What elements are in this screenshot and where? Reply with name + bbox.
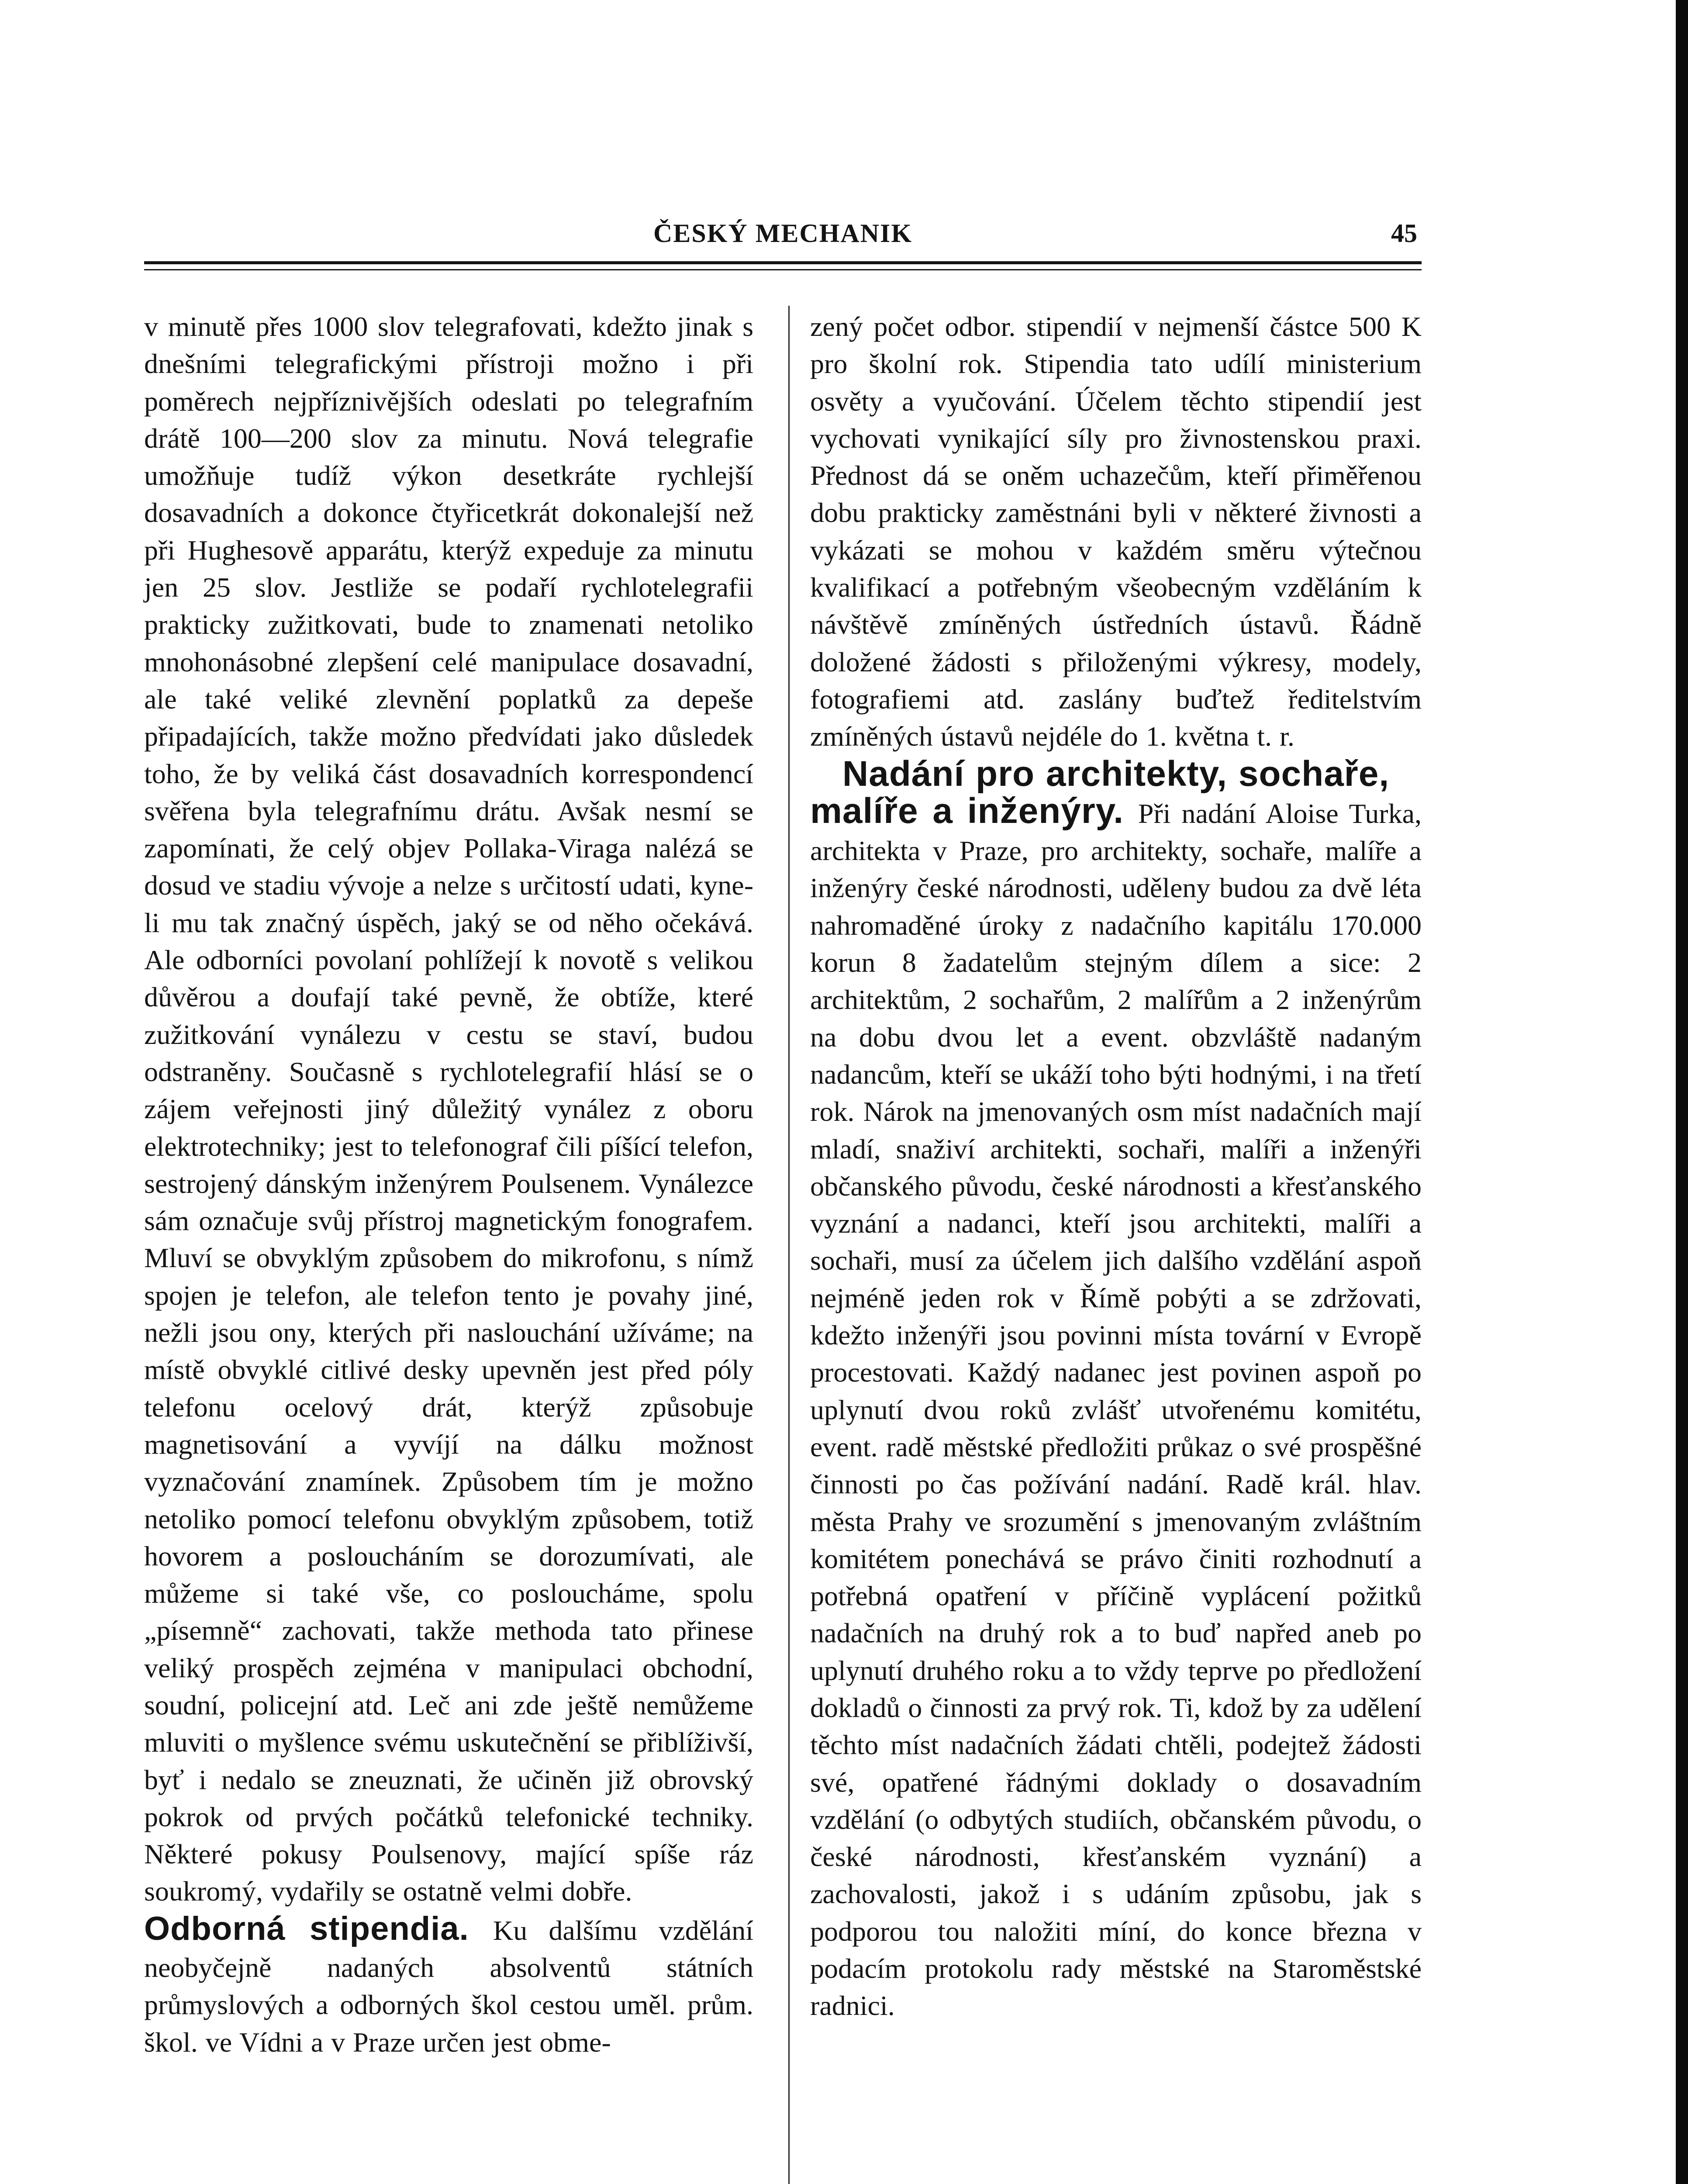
- left-column: [144, 308, 753, 2061]
- header-rule-thin: [144, 269, 1422, 270]
- running-header: [144, 218, 1422, 262]
- scan-edge: [1676, 0, 1688, 2184]
- stipendia-paragraph: [144, 1910, 753, 2061]
- journal-title: ČESKÝ MECHANIK: [653, 219, 913, 248]
- section-heading-nadani-line1: Nadání pro architekty, sochaře,: [842, 753, 1390, 794]
- nadani-text: Při nadání Aloise Turka, architekta v Praze, pro architekty, sochaře, malíře a inženýry české národnosti, uděleny budou za dvě léta nahromaděné úroky z nadačního kapitálu 170.000 korun 8 žadatelům stejným dílem a sice: 2 architektům, 2 sochařům, 2 malířům a 2 inženýrům na dobu dvou let a event. obzvláště nadaným nadancům, kteří se ukáží toho býti hodnými, i na třetí rok. Nárok na jmenovaných osm míst nadačních mají mladí, snaživí architekti, sochaři, malíři a inženýři občanského původu, české národnosti a křesťanského vyznání a nadanci, kteří jsou architekti, malíři a sochaři, musí za účelem jich dalšího vzdělání aspoň nejméně jeden rok v Římě pobýti a se zdržovati, kdežto inženýři jsou povinni místa tovární v Evropě procestovati. Každý nadanec jest povinen aspoň po uplynutí dvou roků zvlášť utvořenému komitétu, event. radě městské předložiti průkaz o své prospěšné činnosti po čas požívání nadání. Radě král. hlav. města Prahy ve srozumění s jmenovaným zvláštním komitétem ponechává se právo činiti rozhodnutí a potřebná opatření v příčině vyplácení požitků nadačních na druhý rok a to buď napřed aneb po uplynutí druhého roku a to vždy teprve po předložení dokladů o činnosti za prvý rok. Ti, kdož by za udělení těchto míst nadačních žádati chtěli, podejtež žádosti své, opatřené řádnými doklady o dosavadním vzdělání (o odbytých studiích, občanském původu, o české národnosti, křesťanském vyznání) a zachovalosti, jakož i s udáním způsobu, jak s podporou tou naložiti míní, do konce března v podacím protokolu rady městské na Staroměstské radnici.: [810, 798, 1422, 2022]
- right-column: [810, 308, 1422, 2025]
- header-rule-thick: [144, 261, 1422, 264]
- stipendia-text-start: Ku dalšímu vzdělání neobyčejně nadaných absolventů státních průmyslových a odborných škol cestou uměl. prům. škol. ve Vídni a v Praze určen jest obme-: [144, 1914, 753, 2058]
- section-heading-stipendia: Odborná stipendia.: [144, 1910, 493, 1947]
- article-body-telegraphy: v minutě přes 1000 slov telegrafovati, kdežto jinak s dnešními telegrafickými přístroji možno i při poměrech nejpříznivějších odeslati po telegrafním drátě 100—200 slov za minutu. Nová telegrafie umožňuje tudíž výkon desetkráte rychlejší dosavadních a dokonce čtyřicetkrát dokonalejší než při Hughesově apparátu, kterýž expeduje za minutu jen 25 slov. Jestliže se podaří rychlotelegrafii prakticky zužitkovati, bude to znamenati netoliko mnohonásobné zlepšení celé manipulace dosavadní, ale také veliké zlevnění poplatků za depeše připadajících, takže možno předvídati jako důsledek toho, že by veliká část dosavadních korrespondencí svěřena byla telegrafnímu drátu. Avšak nesmí se zapomínati, že celý objev Pollaka-Viraga nalézá se dosud ve stadiu vývoje a nelze s určitostí udati, kyne-li mu tak značný úspěch, jaký se od něho očekává. Ale odborníci povolaní pohlížejí k novotě s velikou důvěrou a doufají také pevně, že obtíže, které zužitkování vynálezu v cestu se staví, budou odstraněny. Současně s rychlotelegrafií hlásí se o zájem veřejnosti jiný důležitý vynález z oboru elektrotechniky; jest to telefonograf čili píšící telefon, sestrojený dánským inženýrem Poulsenem. Vynálezce sám označuje svůj přístroj magnetickým fonografem. Mluví se obvyklým způsobem do mikrofonu, s nímž spojen je telefon, ale telefon tento je povahy jiné, nežli jsou ony, kterých při naslouchání užíváme; na místě obvyklé citlivé desky upevněn jest před póly telefonu ocelový drát, kterýž způsobuje magnetisování a vyvíjí na dálku možnost vyznačování znamínek. Způsobem tím je možno netoliko pomocí telefonu obvyklým způsobem, totiž hovorem a posloucháním se dorozumívati, ale můžeme si také vše, co posloucháme, spolu „písemně“ zachovati, takže methoda tato přinese veliký prospěch zejména v manipulaci obchodní, soudní, policejní atd. Leč ani zde ještě nemůžeme mluviti o myšlence svému uskutečnění se přiblíživší, byť i nedalo se zneuznati, že učiněn již obrovský pokrok od prvých počátků telefonické techniky. Některé pokusy Poulsenovy, mající spíše ráz soukromý, vydařily se ostatně velmi dobře.: [144, 311, 753, 1907]
- page-number: 45: [1391, 219, 1417, 248]
- section-heading-nadani-line2: malíře a inženýry.: [810, 791, 1138, 831]
- nadani-paragraph: [810, 755, 1422, 2025]
- column-divider: [788, 306, 790, 2184]
- stipendia-text-continued: zený počet odbor. stipendií v nejmenší částce 500 K pro školní rok. Stipendia tato udílí ministerium osvěty a vyučování. Účelem těchto stipendií jest vychovati vynikající síly pro živnostenskou praxi. Přednost dá se oněm uchazečům, kteří přiměřenou dobu prakticky zaměstnáni byli v některé živnosti a vykázati se mohou v každém směru výtečnou kvalifikací a potřebným všeobecným vzděláním k návštěvě zmíněných ústředních ústavů. Řádně doložené žádosti s přiloženými výkresy, modely, fotografiemi atd. zaslány buďtež ředitelstvím zmíněných ústavů nejdéle do 1. května t. r.: [810, 311, 1422, 752]
